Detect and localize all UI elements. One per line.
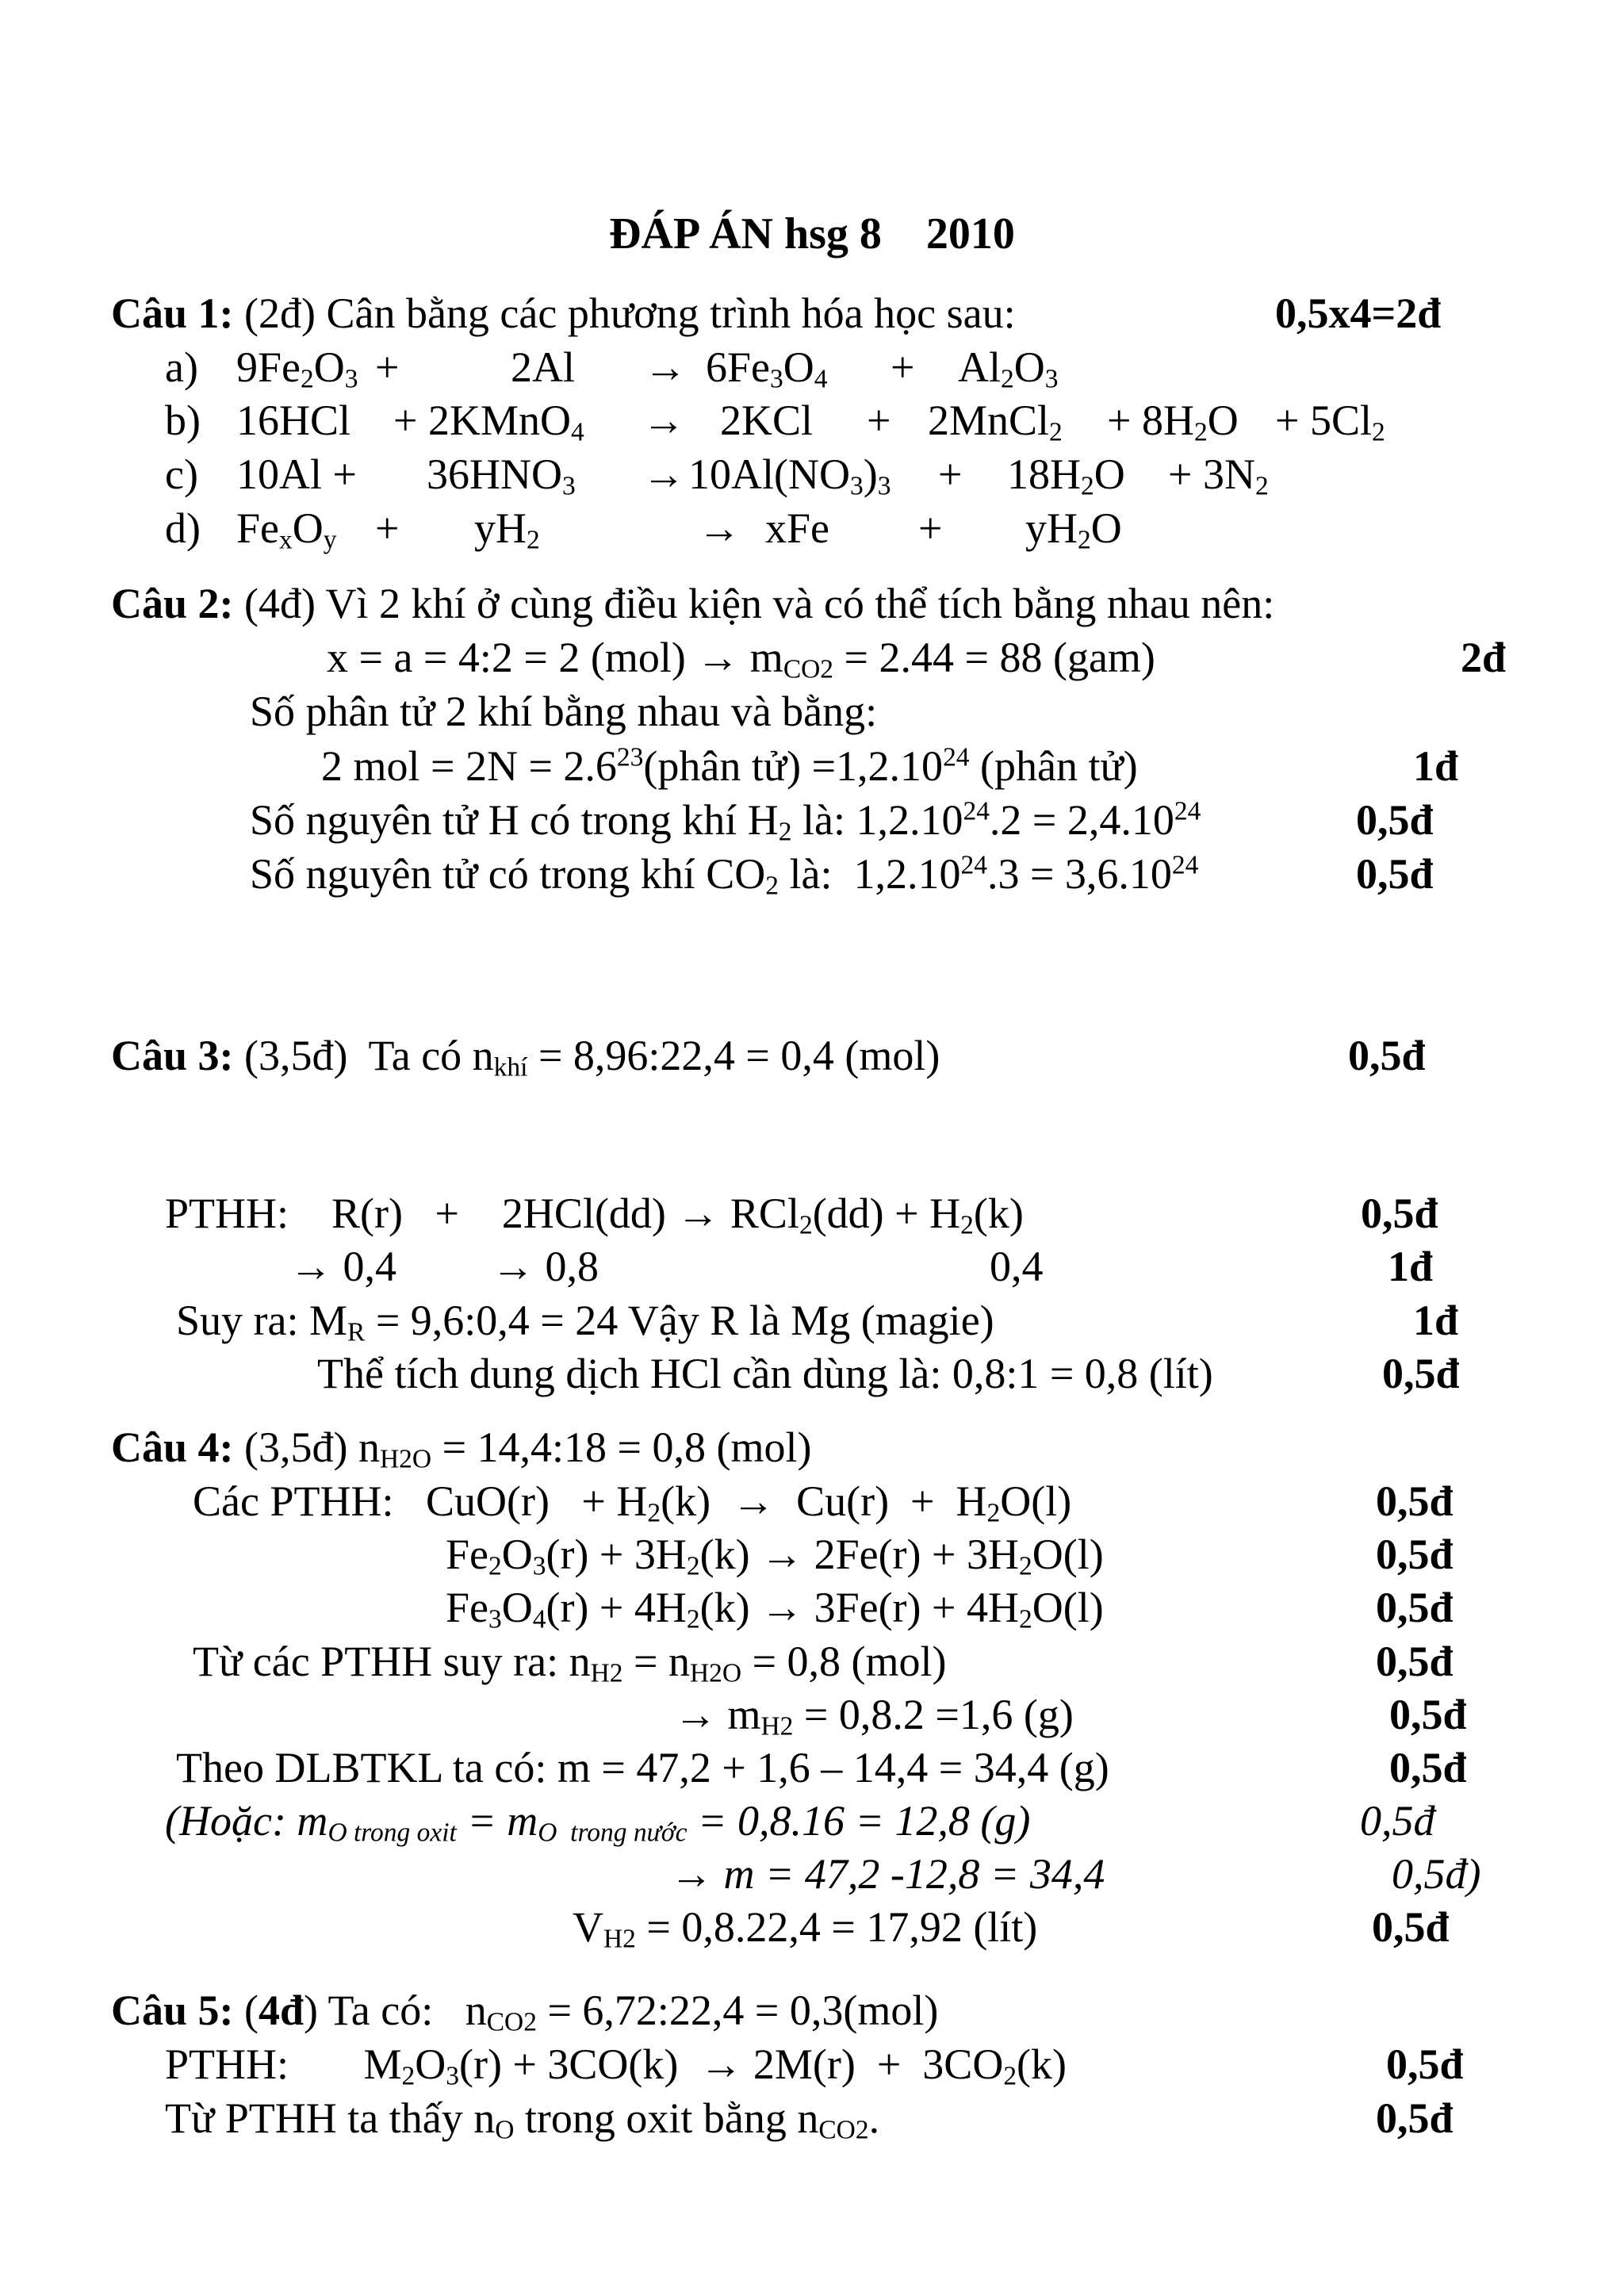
q4-alt-1-points: 0,5đ: [1360, 1797, 1435, 1845]
q1-eq-a: a) $9Fe_2O_3$ + 2Al → $6Fe_3O_4$ + $Al_2O_3$: [165, 343, 1059, 394]
q4-result-1: Từ các PTHH suy ra: $n_{H2} = n_{H2O} = 0,8$ (mol): [193, 1638, 947, 1688]
q4-volume: $V_{H2} = 0,8.22,4 = 17,92$ (lít): [573, 1903, 1038, 1954]
q4-equation-2-points: 0,5đ: [1376, 1531, 1454, 1578]
q2-heading: Câu 2: (4đ) Vì 2 khí ở cùng điều kiện và có thể tích bằng nhau nên:: [111, 580, 1275, 627]
q3-equation: PTHH: R(r) + $2HCl(dd) \to RCl_2(dd) + H_2(k)$: [165, 1190, 1024, 1240]
q3-result-2-points: 0,5đ: [1382, 1350, 1460, 1397]
q5-heading: Câu 5: (4đ) Ta có: $n_{CO2}$ = 6,72:22,4 = 0,3(mol): [111, 1987, 939, 2037]
q3-mole-1: → 0,4: [289, 1243, 396, 1290]
q4-result-2-points: 0,5đ: [1389, 1691, 1467, 1738]
q1-eq-b: b) 16HCl + 2KMnO$_4$ → 2KCl + 2MnCl$_2$ + $8H_2O$ + $5Cl_2$: [165, 397, 1385, 447]
q2-line-5: Số nguyên tử có trong khí $CO_2$ là: $1,2.10^{24}.3 = 3,6.10^{24}$: [250, 850, 1199, 901]
q1-heading: [111, 287, 1016, 339]
q3-mole-points: 1đ: [1388, 1243, 1434, 1290]
q1-text: (2đ) Cân bằng các phương trình hóa học sau:: [233, 289, 1016, 337]
q2-line-5-points: 0,5đ: [1356, 850, 1434, 898]
q1-label: Câu 1:: [111, 289, 234, 337]
q4-alt-2-points: 0,5đ): [1392, 1850, 1481, 1898]
q4-equation-2: $Fe_2O_3(r) + 3H_2(k) \to 2Fe(r) + 3H_2O(l)$: [446, 1531, 1104, 1581]
q3-equation-points: 0,5đ: [1361, 1190, 1438, 1237]
q2-line-1-points: 2đ: [1461, 634, 1507, 681]
q2-line-3-points: 1đ: [1413, 742, 1459, 790]
q5-equation-points: 0,5đ: [1386, 2040, 1464, 2088]
q2-line-1: x = a = 4:2 = 2 $(mol) \to m_{CO2} = 2.44 = 88$ (gam): [327, 634, 1155, 684]
q5-statement: Từ PTHH ta thấy $n_O$ trong oxit bằng $n_{CO2}$.: [165, 2094, 880, 2145]
q4-result-1-points: 0,5đ: [1376, 1638, 1454, 1685]
q4-result-2: → $m_{H2} = 0,8.2 =1,6$ (g): [674, 1691, 1074, 1741]
q4-alt-1: (Hoặc: $m_{O trong oxit} = m_{O trong nước} = 0,8.16 = 12,8$ (g): [165, 1797, 1031, 1848]
q3-result-2: Thể tích dung dịch HCl cần dùng là: 0,8:1 = 0,8 (lít): [317, 1350, 1213, 1397]
q3-mole-2: → 0,8: [492, 1243, 599, 1290]
q4-equation-1: Các PTHH: $CuO(r) + H_2(k) \to Cu(r) + H_2O(l)$: [193, 1477, 1072, 1528]
q4-result-3-points: 0,5đ: [1389, 1744, 1467, 1791]
q4-alt-2: → m = 47,2 -12,8 = 34,4: [670, 1850, 1105, 1898]
q4-result-3: Theo DLBTKL ta có: m = 47,2 + 1,6 – 14,4 = 34,4 (g): [176, 1744, 1109, 1791]
q2-line-4: Số nguyên tử H có trong khí $H_2$ là: $1,2.10^{24}.2 = 2,4.10^{24}$: [250, 796, 1201, 847]
q4-equation-3: $Fe_3O_4(r) + 4H_2(k) \to 3Fe(r) + 4H_2O(l)$: [446, 1584, 1104, 1634]
q5-equation: PTHH: $M_2O_3(r) + 3CO(k) \to 2M(r) + 3CO_2(k)$: [165, 2040, 1067, 2091]
q4-equation-1-points: 0,5đ: [1376, 1477, 1454, 1525]
q3-mole-3: 0,4: [990, 1243, 1044, 1290]
q4-equation-3-points: 0,5đ: [1376, 1584, 1454, 1631]
q2-line-3: 2 mol = $2N = 2.6^{23}(phân$ tử) $=1,2.10^{24}$ (phân tử): [321, 742, 1138, 790]
q2-line-4-points: 0,5đ: [1356, 796, 1434, 844]
q1-eq-d: d) $Fe_xO_y$ + $yH_2$ → xFe + $yH_2O$: [165, 504, 1122, 555]
q2-line-2: Số phân tử 2 khí bằng nhau và bằng:: [250, 688, 878, 735]
q1-points: 0,5x4=2đ: [1275, 289, 1442, 337]
q4-heading: Câu 4: (3,5đ) $n_{H2O}$ = 14,4:18 = 0,8 (mol): [111, 1423, 812, 1474]
q3-heading-points: 0,5đ: [1348, 1032, 1426, 1079]
q1-eq-c: c) 10Al + $36HNO_3$ → $10Al(NO_3)_3$ + $18H_2O$ + $3N_2$: [165, 450, 1269, 501]
q5-statement-points: 0,5đ: [1376, 2094, 1454, 2142]
q3-heading: Câu 3: (3,5đ) Ta có $n_{khí}$ = 8,96:22,4 = 0,4 (mol): [111, 1032, 940, 1082]
q4-volume-points: 0,5đ: [1372, 1903, 1450, 1951]
q3-result-1: Suy ra: $M_R$ = 9,6:0,4 = 24 Vậy R là Mg (magie): [176, 1297, 994, 1347]
page-title: ĐÁP ÁN hsg 8 2010: [609, 209, 1015, 259]
q3-result-1-points: 1đ: [1413, 1297, 1459, 1344]
